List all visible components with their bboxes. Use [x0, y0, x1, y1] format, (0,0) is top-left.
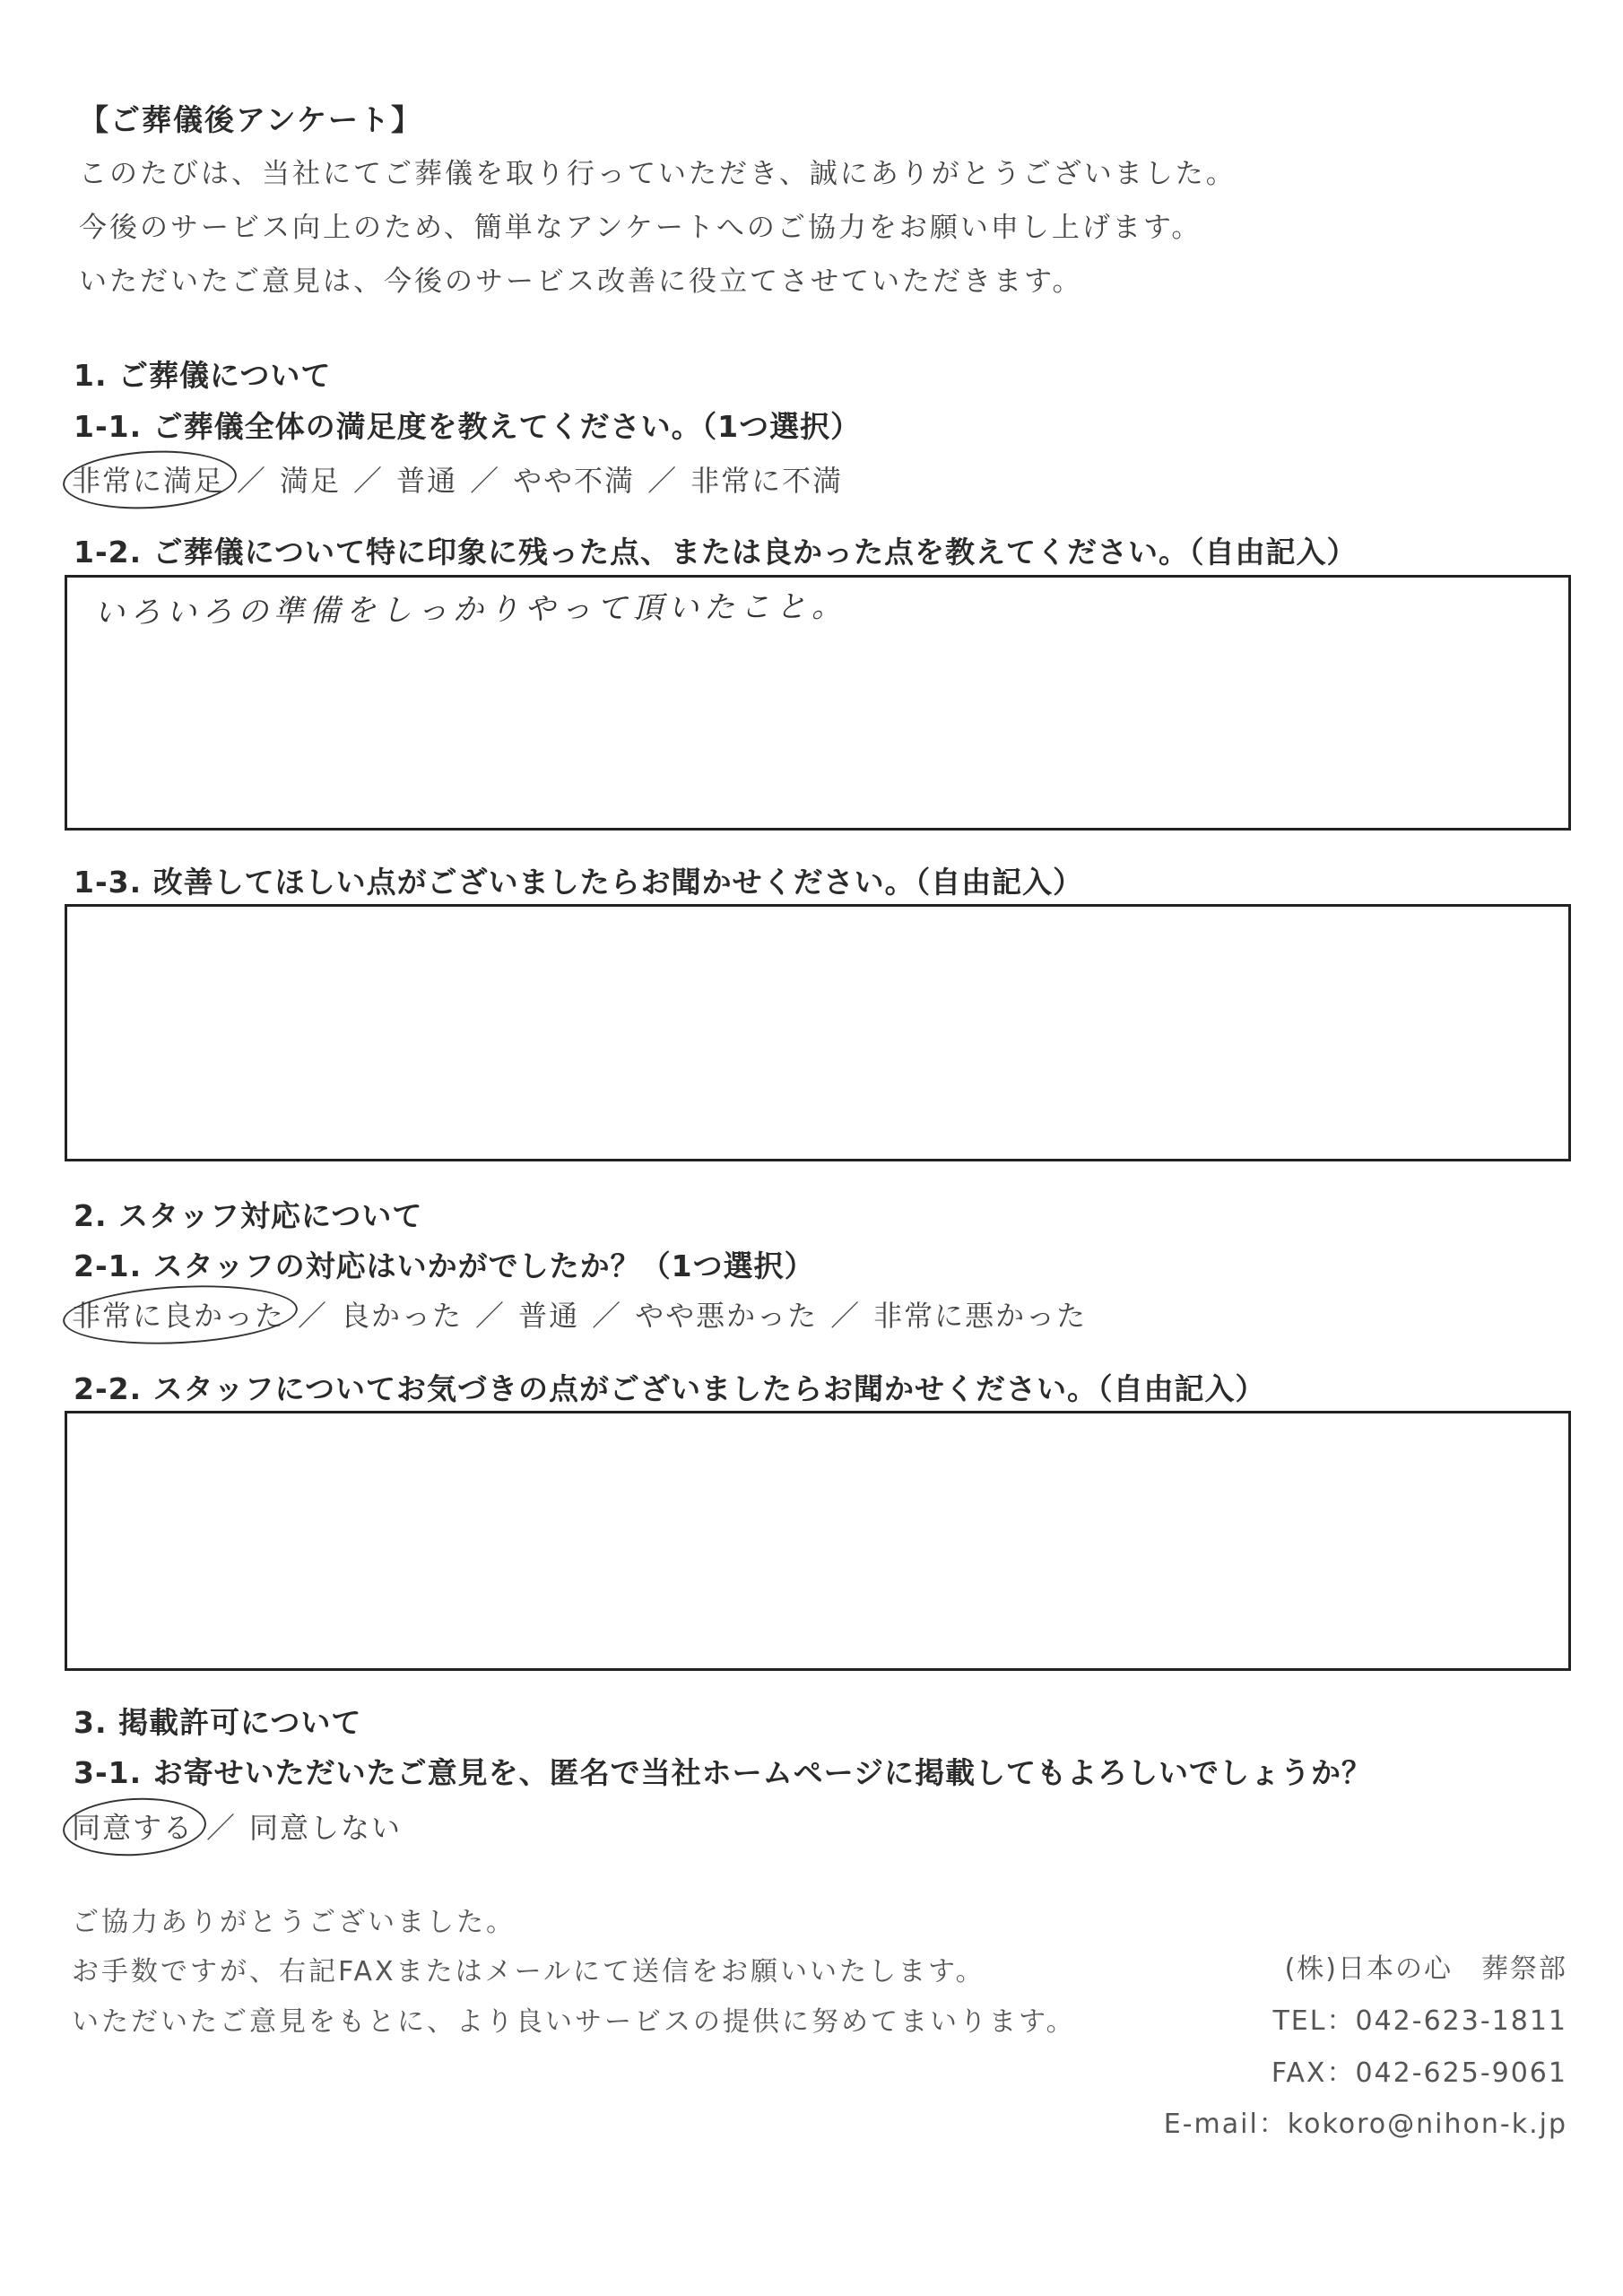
options-3-1 — [72, 1805, 402, 1847]
option-agree[interactable]: 同意する — [72, 1805, 194, 1847]
question-1-1: 1-1. ご葬儀全体の満足度を教えてください。（1つ選択） — [74, 409, 862, 444]
intro-line-1: このたびは、当社にてご葬儀を取り行っていただき、誠にありがとうございました。 — [79, 158, 1237, 190]
footer-line-2: お手数ですが、右記FAXまたはメールにて送信をお願いいたします。 — [72, 1956, 985, 1987]
separator: ／ — [206, 1811, 238, 1845]
question-3-1: 3-1. お寄せいただいたご意見を、匿名で当社ホームページに掲載してもよろしいでしょうか？ — [74, 1755, 1372, 1790]
options-2-1 — [72, 1293, 1087, 1335]
question-1-3: 1-3. 改善してほしい点がございましたらお聞かせください。（自由記入） — [74, 865, 1084, 900]
answer-box-1-2[interactable] — [65, 575, 1571, 831]
separator: ／ — [592, 1299, 623, 1333]
option-satisfied[interactable]: 満足 — [280, 464, 342, 498]
separator: ／ — [470, 464, 501, 498]
option-very-bad[interactable]: 非常に悪かった — [873, 1299, 1088, 1333]
option-somewhat-bad[interactable]: やや悪かった — [635, 1299, 819, 1333]
footer-line-3: いただいたご意見をもとに、より良いサービスの提供に努めてまいります。 — [72, 2006, 1076, 2038]
separator: ／ — [237, 464, 268, 498]
answer-box-1-3[interactable] — [65, 904, 1571, 1161]
option-average[interactable]: 普通 — [518, 1299, 580, 1333]
option-good[interactable]: 良かった — [341, 1299, 464, 1333]
contact-email[interactable]: E-mail：kokoro@nihon-k.jp — [1163, 2109, 1567, 2140]
contact-tel: TEL：042-623-1811 — [1272, 2005, 1567, 2037]
options-1-1 — [72, 458, 843, 500]
section2-heading: 2. スタッフ対応について — [74, 1198, 423, 1233]
separator: ／ — [830, 1299, 862, 1333]
separator: ／ — [298, 1299, 329, 1333]
separator: ／ — [475, 1299, 507, 1333]
handwritten-answer-1-2: いろいろの準備をしっかりやって頂いたこと。 — [93, 588, 848, 631]
intro-line-3: いただいたご意見は、今後のサービス改善に役立てさせていただきます。 — [79, 265, 1083, 298]
contact-fax: FAX：042-625-9061 — [1271, 2057, 1567, 2089]
option-very-good[interactable]: 非常に良かった — [72, 1293, 285, 1335]
section3-heading: 3. 掲載許可について — [74, 1705, 362, 1740]
option-very-dissatisfied[interactable]: 非常に不満 — [690, 464, 844, 498]
question-1-2: 1-2. ご葬儀について特に印象に残った点、または良かった点を教えてください。（自由記入） — [74, 535, 1358, 570]
footer-line-1: ご協力ありがとうございました。 — [72, 1907, 516, 1938]
separator: ／ — [353, 464, 385, 498]
section1-heading: 1. ご葬儀について — [74, 358, 332, 393]
option-somewhat-dissatisfied[interactable]: やや不満 — [513, 464, 636, 498]
answer-box-2-2[interactable] — [65, 1411, 1571, 1671]
question-2-2: 2-2. スタッフについてお気づきの点がございましたらお聞かせください。（自由記入） — [74, 1371, 1266, 1406]
survey-title: 【ご葬儀後アンケート】 — [79, 102, 423, 137]
option-neutral[interactable]: 普通 — [396, 464, 458, 498]
option-disagree[interactable]: 同意しない — [249, 1811, 403, 1845]
intro-line-2: 今後のサービス向上のため、簡単なアンケートへのご協力をお願い申し上げます。 — [79, 212, 1202, 244]
question-2-1: 2-1. スタッフの対応はいかがでしたか？（1つ選択） — [74, 1248, 815, 1283]
separator: ／ — [647, 464, 679, 498]
option-very-satisfied[interactable]: 非常に満足 — [72, 458, 224, 500]
company-name: (株)日本の心 葬祭部 — [1284, 1953, 1567, 1985]
